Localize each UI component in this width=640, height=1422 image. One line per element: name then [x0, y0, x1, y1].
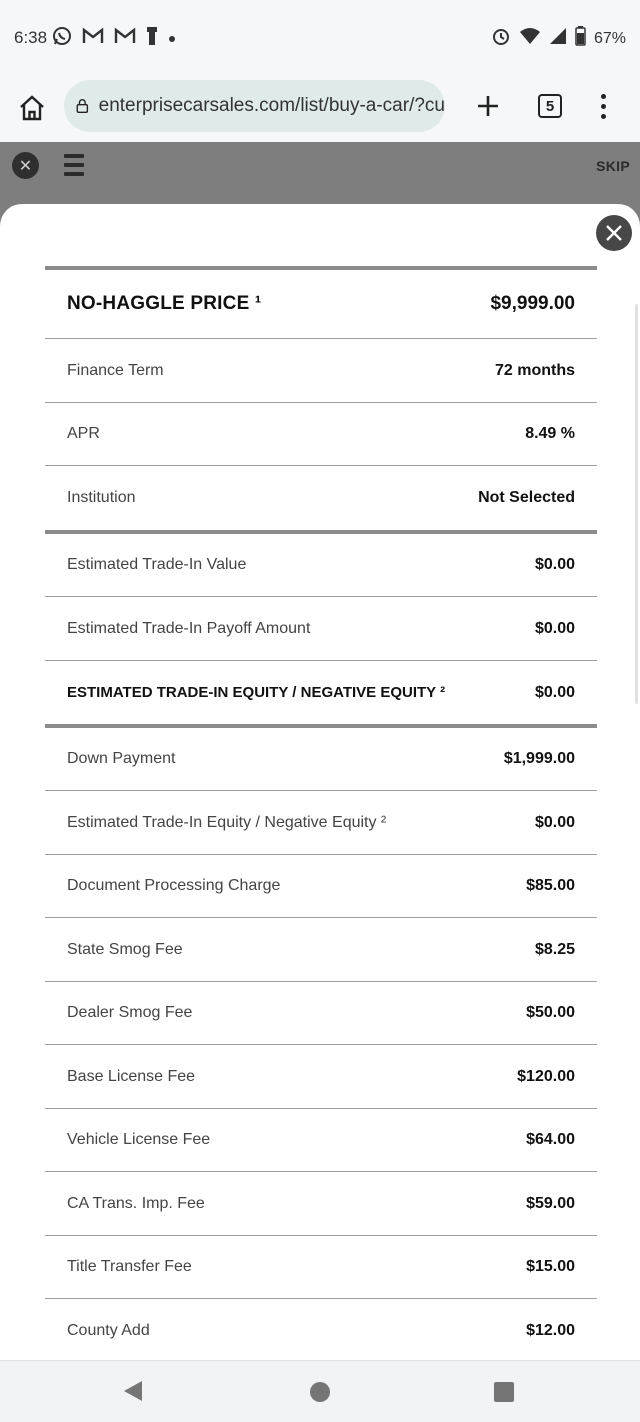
row-value: $64.00: [526, 1131, 575, 1148]
row-label: Document Processing Charge: [67, 877, 281, 894]
system-navigation-bar: [0, 1360, 640, 1422]
row-value: 72 months: [494, 361, 575, 379]
gmail-icon: [114, 27, 136, 50]
row-value: $59.00: [526, 1194, 575, 1212]
institution-row: [45, 466, 597, 530]
price-table: [45, 266, 597, 1360]
bg-close-icon: ✕: [12, 152, 39, 179]
status-bar: [0, 0, 640, 78]
row-value: $0.00: [534, 619, 575, 637]
battery-icon: [575, 26, 586, 51]
row-label: Dealer Smog Fee: [67, 1004, 193, 1021]
down-payment-row: [45, 724, 597, 791]
row-label: Title Transfer Fee: [67, 1258, 192, 1275]
row-label: NO-HAGGLE PRICE ¹: [67, 293, 262, 314]
home-circle-icon[interactable]: [310, 1382, 330, 1402]
wifi-icon: [519, 27, 541, 50]
row-label: Base License Fee: [67, 1067, 196, 1085]
state-smog-fee-row: [45, 918, 597, 982]
row-label: APR: [67, 425, 100, 442]
flashlight-icon: [146, 26, 158, 51]
close-icon: [605, 224, 623, 242]
battery-percent: 67%: [593, 29, 626, 47]
row-label: Finance Term: [67, 361, 164, 379]
row-value: $50.00: [526, 1004, 575, 1021]
home-icon: [18, 94, 46, 122]
notification-icons: [52, 26, 176, 51]
signal-icon: [549, 27, 567, 50]
whatsapp-icon: [52, 26, 72, 51]
row-value: $85.00: [526, 877, 575, 894]
ca-trans-imp-fee-row: [45, 1172, 597, 1236]
hamburger-icon: [64, 154, 84, 176]
new-tab-button[interactable]: [470, 88, 506, 124]
trade-in-value-row: [45, 530, 597, 597]
row-value: 8.49 %: [525, 425, 575, 442]
row-label: ESTIMATED TRADE-IN EQUITY / NEGATIVE EQUITY ²: [67, 684, 446, 701]
row-label: Institution: [67, 489, 136, 506]
row-value: $12.00: [526, 1322, 575, 1339]
no-haggle-price-row: [45, 266, 597, 339]
row-value: $0.00: [534, 683, 575, 701]
vehicle-license-fee-row: [45, 1109, 597, 1172]
row-label: Estimated Trade-In Value: [67, 556, 247, 573]
row-label: Estimated Trade-In Equity / Negative Equity ²: [67, 813, 387, 831]
more-vert-icon: [601, 94, 606, 99]
document-processing-row: [45, 855, 597, 918]
row-label: State Smog Fee: [67, 940, 183, 958]
status-time: 6:38: [14, 28, 48, 47]
county-add-row: [45, 1299, 597, 1360]
row-value: $1,999.00: [503, 750, 575, 767]
row-value: $9,999.00: [490, 293, 575, 314]
base-license-fee-row: [45, 1045, 597, 1109]
url-text: enterprisecarsales.com/list/buy-a-car/?cu: [98, 95, 445, 116]
row-label: CA Trans. Imp. Fee: [67, 1194, 205, 1212]
back-icon[interactable]: [124, 1381, 142, 1401]
apr-row: [45, 403, 597, 466]
trade-in-payoff-row: [45, 597, 597, 661]
row-label: Vehicle License Fee: [67, 1131, 211, 1148]
modal-close-button[interactable]: [596, 215, 632, 251]
row-value: $0.00: [534, 813, 575, 831]
modal-scrollbar[interactable]: [635, 304, 638, 704]
row-value: Not Selected: [478, 489, 575, 506]
finance-term-row: [45, 339, 597, 403]
recents-icon[interactable]: [494, 1382, 514, 1402]
row-label: Estimated Trade-In Payoff Amount: [67, 619, 311, 637]
browser-menu-button[interactable]: [590, 88, 616, 124]
trade-in-equity-subtotal-row: [45, 661, 597, 724]
row-label: Down Payment: [67, 750, 176, 767]
title-transfer-fee-row: [45, 1236, 597, 1299]
browser-toolbar: [0, 78, 640, 142]
lock-icon: [76, 94, 89, 118]
tab-switcher-button[interactable]: 5: [538, 94, 562, 118]
row-value: $0.00: [534, 556, 575, 573]
skip-link: SKIP: [596, 158, 630, 174]
dealer-smog-fee-row: [45, 982, 597, 1045]
row-value: $8.25: [534, 940, 575, 958]
row-value: $15.00: [526, 1258, 575, 1275]
dot-icon: [168, 30, 176, 48]
address-bar[interactable]: [64, 80, 445, 132]
plus-icon: [476, 94, 500, 118]
system-icons: [491, 26, 626, 51]
row-value: $120.00: [517, 1067, 575, 1085]
alarm-icon: [491, 26, 511, 51]
price-breakdown-modal: [0, 204, 640, 1360]
trade-in-equity-row: [45, 791, 597, 855]
row-label: County Add: [67, 1322, 150, 1339]
gmail-icon: [82, 27, 104, 50]
home-button[interactable]: [14, 90, 50, 126]
